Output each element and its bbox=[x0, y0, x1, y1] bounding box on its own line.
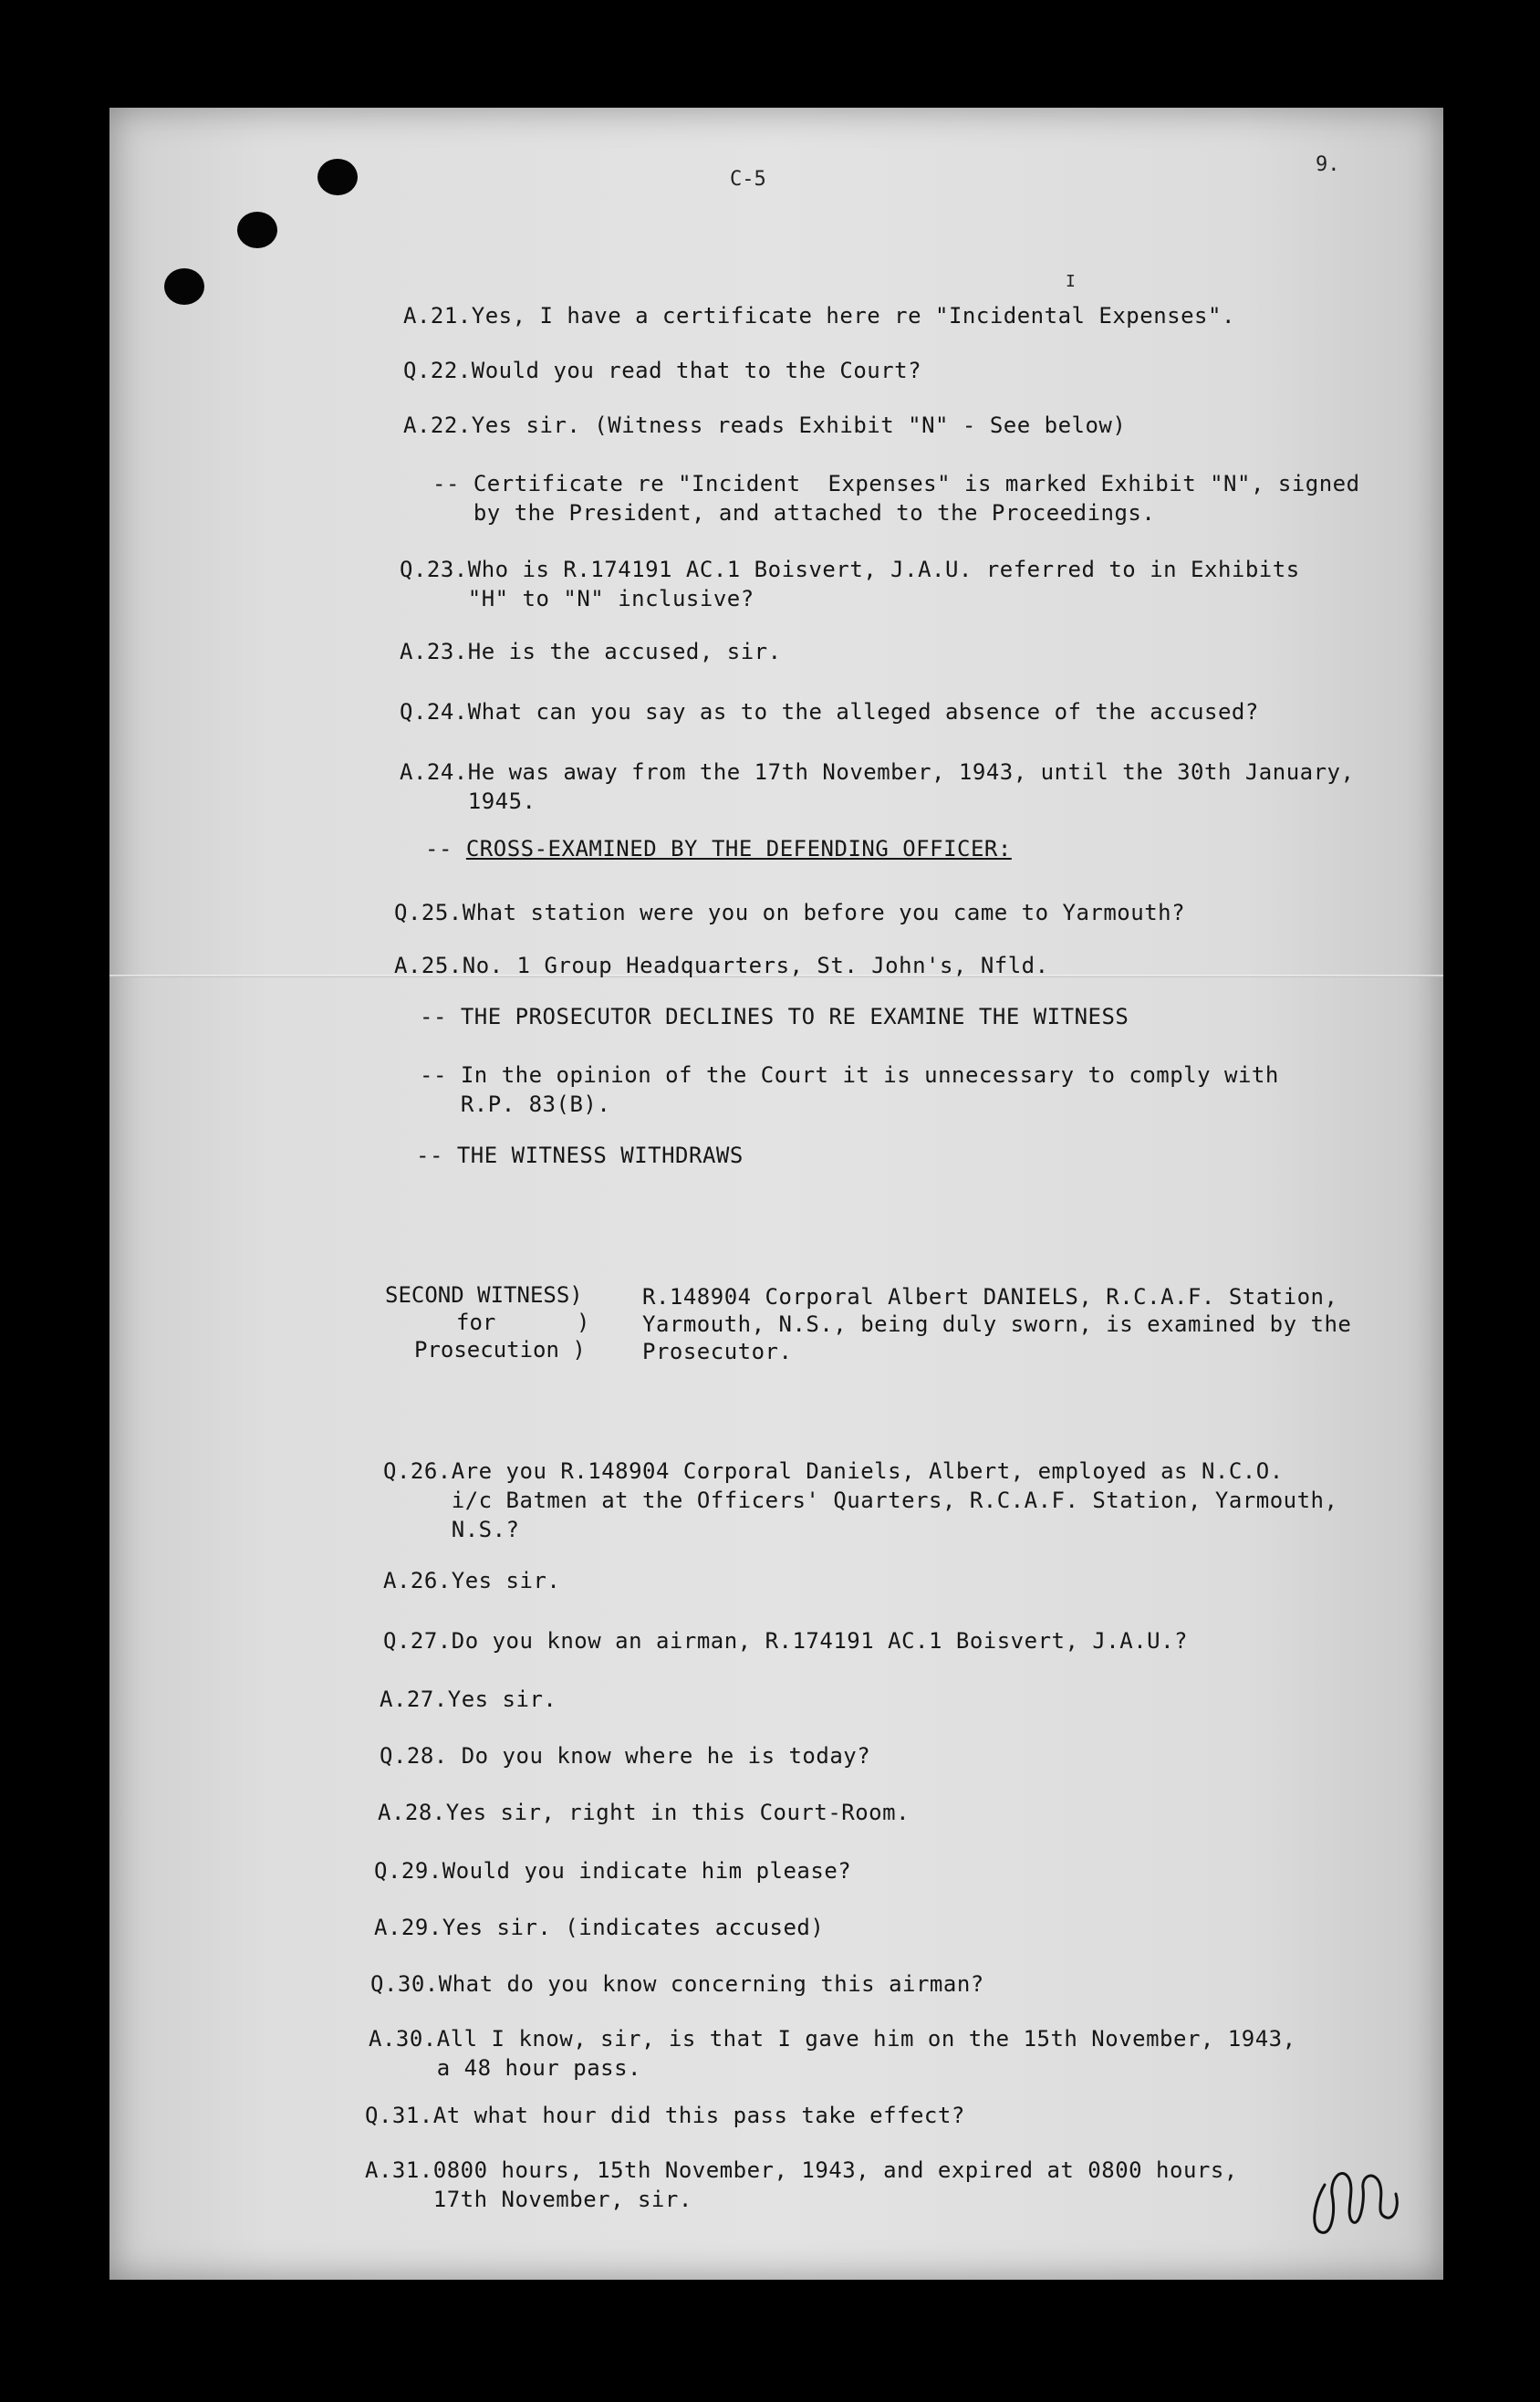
answer-27: A.27.Yes sir. bbox=[380, 1687, 557, 1712]
prosecutor-declines-text: THE PROSECUTOR DECLINES TO RE EXAMINE THE WITNESS bbox=[460, 1004, 1129, 1029]
answer-24: A.24.He was away from the 17th November, 1943, until the 30th January, 1945. bbox=[400, 759, 1355, 814]
document-page bbox=[109, 108, 1443, 2280]
second-witness-line1: SECOND WITNESS bbox=[385, 1282, 570, 1308]
answer-22: A.22.Yes sir. (Witness reads Exhibit "N" - See below) bbox=[403, 413, 1127, 438]
question-30: Q.30.What do you know concerning this airman? bbox=[370, 1971, 984, 1997]
witness-withdraws-note: -- THE WITNESS WITHDRAWS bbox=[416, 1143, 744, 1168]
question-27: Q.27.Do you know an airman, R.174191 AC.1 Boisvert, J.A.U.? bbox=[383, 1628, 1189, 1654]
second-witness-prosecution-line: Prosecution ) bbox=[414, 1337, 586, 1363]
second-witness-for-line bbox=[456, 1309, 495, 1336]
answer-21: A.21.Yes, I have a certificate here re "Incidental Expenses". bbox=[403, 303, 1235, 329]
court-opinion-text: In the opinion of the Court it is unnecessary to comply with R.P. 83(B). bbox=[460, 1062, 1279, 1117]
cross-examined-heading: -- CROSS-EXAMINED BY THE DEFENDING OFFICER: bbox=[425, 836, 1012, 862]
witness-withdraws-text: THE WITNESS WITHDRAWS bbox=[456, 1143, 744, 1168]
answer-29: A.29.Yes sir. (indicates accused) bbox=[374, 1915, 825, 1940]
second-witness-description: R.148904 Corporal Albert DANIELS, R.C.A.F. Station, Yarmouth, N.S., being duly sworn, is examined by the Prosecutor. bbox=[642, 1284, 1352, 1364]
stray-mark: I bbox=[1066, 272, 1076, 291]
answer-30: A.30.All I know, sir, is that I gave him on the 15th November, 1943, a 48 hour pass. bbox=[369, 2026, 1296, 2081]
punch-hole bbox=[164, 268, 204, 305]
exhibit-n-note: -- Certificate re "Incident Expenses" is marked Exhibit "N", signed by the President, and attached to the Proceedings. bbox=[432, 471, 1360, 526]
question-22: Q.22.Would you read that to the Court? bbox=[403, 358, 922, 383]
answer-23: A.23.He is the accused, sir. bbox=[400, 639, 782, 664]
question-26: Q.26.Are you R.148904 Corporal Daniels, Albert, employed as N.C.O. i/c Batmen at the Officers' Quarters, R.C.A.F. Station, Yarmouth, N.S.? bbox=[383, 1458, 1338, 1542]
answer-28: A.28.Yes sir, right in this Court-Room. bbox=[378, 1800, 910, 1825]
question-25: Q.25.What station were you on before you came to Yarmouth? bbox=[394, 900, 1186, 925]
cross-examined-heading-text: CROSS-EXAMINED BY THE DEFENDING OFFICER: bbox=[465, 836, 1012, 862]
answer-26: A.26.Yes sir. bbox=[383, 1568, 561, 1593]
second-witness-label: SECOND WITNESS) bbox=[385, 1282, 583, 1308]
bracket: ) bbox=[577, 1310, 590, 1335]
punch-hole bbox=[237, 212, 277, 248]
second-witness-line2: for bbox=[456, 1310, 496, 1335]
prosecutor-declines-note: -- THE PROSECUTOR DECLINES TO RE EXAMINE THE WITNESS bbox=[420, 1004, 1129, 1029]
question-31: Q.31.At what hour did this pass take effect? bbox=[365, 2103, 965, 2128]
page-number: 9. bbox=[1316, 153, 1340, 176]
answer-31: A.31.0800 hours, 15th November, 1943, and expired at 0800 hours, 17th November, sir. bbox=[365, 2157, 1238, 2212]
second-witness-line3: Prosecution bbox=[414, 1337, 559, 1363]
court-opinion-note: -- In the opinion of the Court it is unnecessary to comply with R.P. 83(B). bbox=[420, 1062, 1279, 1117]
answer-25: A.25.No. 1 Group Headquarters, St. John's, Nfld. bbox=[394, 953, 1049, 978]
section-code: C-5 bbox=[730, 168, 766, 191]
question-24: Q.24.What can you say as to the alleged absence of the accused? bbox=[400, 699, 1259, 725]
punch-hole bbox=[317, 159, 358, 195]
question-23: Q.23.Who is R.174191 AC.1 Boisvert, J.A.U. referred to in Exhibits "H" to "N" inclusive? bbox=[400, 557, 1300, 611]
question-29: Q.29.Would you indicate him please? bbox=[374, 1858, 852, 1884]
question-28: Q.28. Do you know where he is today? bbox=[380, 1743, 871, 1769]
handwritten-initials bbox=[1305, 2157, 1405, 2240]
